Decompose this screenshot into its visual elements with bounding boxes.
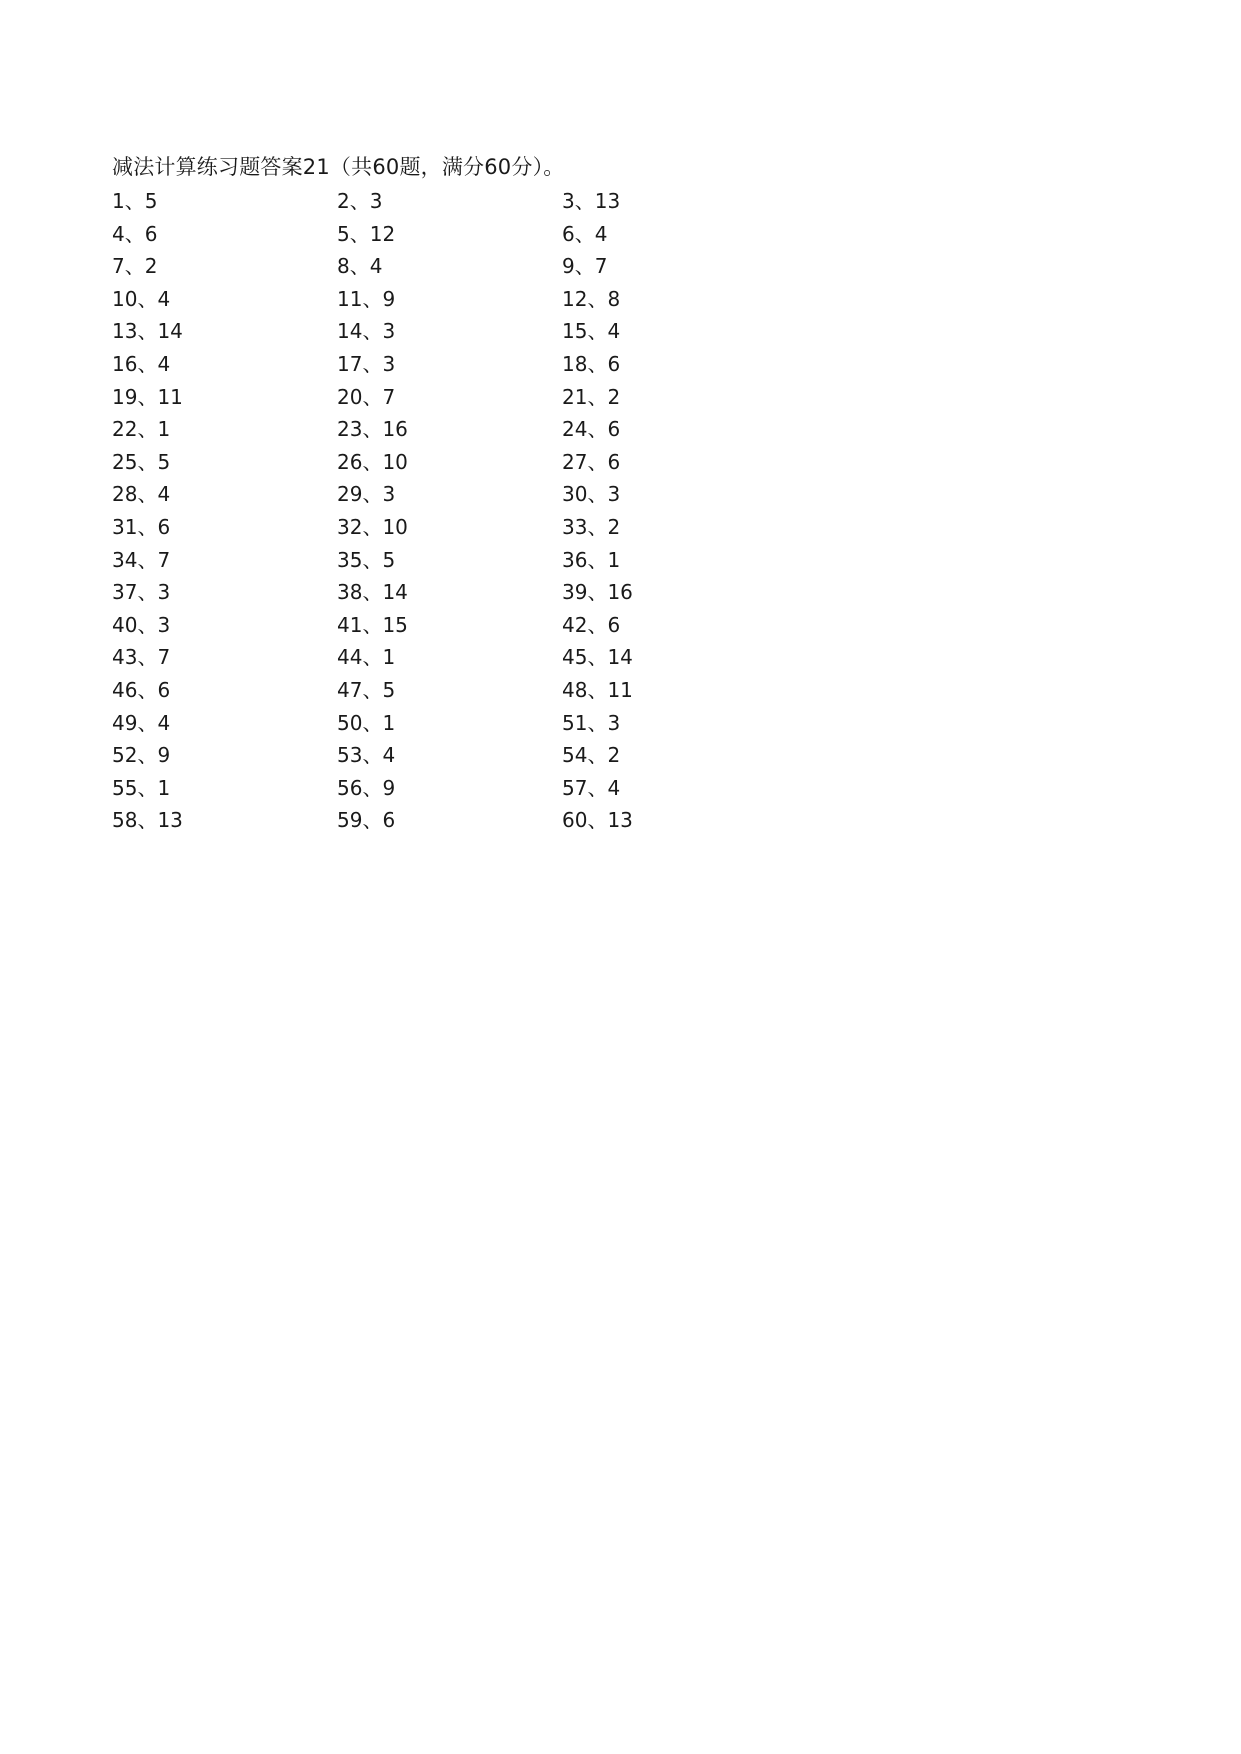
answer-item: 38、14 (337, 580, 408, 605)
answer-item: 49、4 (112, 710, 171, 735)
answer-item: 28、4 (112, 482, 171, 507)
answer-item: 55、1 (112, 775, 171, 800)
answer-item: 53、4 (337, 743, 396, 768)
answer-item: 45、14 (562, 645, 633, 670)
answer-item: 39、16 (562, 580, 633, 605)
answer-item: 25、5 (112, 449, 171, 474)
answer-item: 23、16 (337, 417, 408, 442)
answer-item: 52、9 (112, 743, 171, 768)
answer-item: 14、3 (337, 319, 396, 344)
answer-item: 6、4 (562, 221, 608, 246)
answer-item: 33、2 (562, 514, 621, 539)
answer-item: 37、3 (112, 580, 171, 605)
answer-item: 4、6 (112, 221, 158, 246)
answer-item: 43、7 (112, 645, 171, 670)
page-title: 减法计算练习题答案21（共60题，满分60分）。 (112, 155, 565, 179)
answer-item: 15、4 (562, 319, 621, 344)
answer-item: 47、5 (337, 677, 396, 702)
answer-item: 50、1 (337, 710, 396, 735)
answer-item: 56、9 (337, 775, 396, 800)
answer-item: 57、4 (562, 775, 621, 800)
answer-item: 44、1 (337, 645, 396, 670)
answer-item: 40、3 (112, 612, 171, 637)
answer-item: 22、1 (112, 417, 171, 442)
answer-item: 58、13 (112, 808, 183, 833)
answer-item: 20、7 (337, 384, 396, 409)
answer-item: 7、2 (112, 254, 158, 279)
answer-grid (112, 185, 787, 837)
answer-item: 26、10 (337, 449, 408, 474)
answer-item: 17、3 (337, 351, 396, 376)
answer-item: 21、2 (562, 384, 621, 409)
answer-item: 18、6 (562, 351, 621, 376)
answer-item: 42、6 (562, 612, 621, 637)
answer-item: 36、1 (562, 547, 621, 572)
answer-item: 19、11 (112, 384, 183, 409)
answer-item: 59、6 (337, 808, 396, 833)
answer-item: 2、3 (337, 189, 383, 213)
answer-item: 13、14 (112, 319, 183, 344)
answer-item: 5、12 (337, 221, 396, 246)
answer-item: 9、7 (562, 254, 608, 279)
answer-item: 46、6 (112, 677, 171, 702)
answer-item: 32、10 (337, 514, 408, 539)
answer-item: 51、3 (562, 710, 621, 735)
answer-item: 54、2 (562, 743, 621, 768)
answer-item: 1、5 (112, 189, 158, 213)
answer-item: 34、7 (112, 547, 171, 572)
answer-item: 48、11 (562, 677, 633, 702)
answer-item: 31、6 (112, 514, 171, 539)
answer-item: 35、5 (337, 547, 396, 572)
answer-item: 24、6 (562, 417, 621, 442)
answer-item: 10、4 (112, 286, 171, 311)
answer-item: 60、13 (562, 808, 633, 833)
answer-item: 8、4 (337, 254, 383, 279)
answer-item: 29、3 (337, 482, 396, 507)
answer-item: 27、6 (562, 449, 621, 474)
answer-item: 30、3 (562, 482, 621, 507)
answer-item: 11、9 (337, 286, 396, 311)
answer-item: 12、8 (562, 286, 621, 311)
answer-item: 41、15 (337, 612, 408, 637)
answer-item: 16、4 (112, 351, 171, 376)
answer-item: 3、13 (562, 189, 621, 213)
